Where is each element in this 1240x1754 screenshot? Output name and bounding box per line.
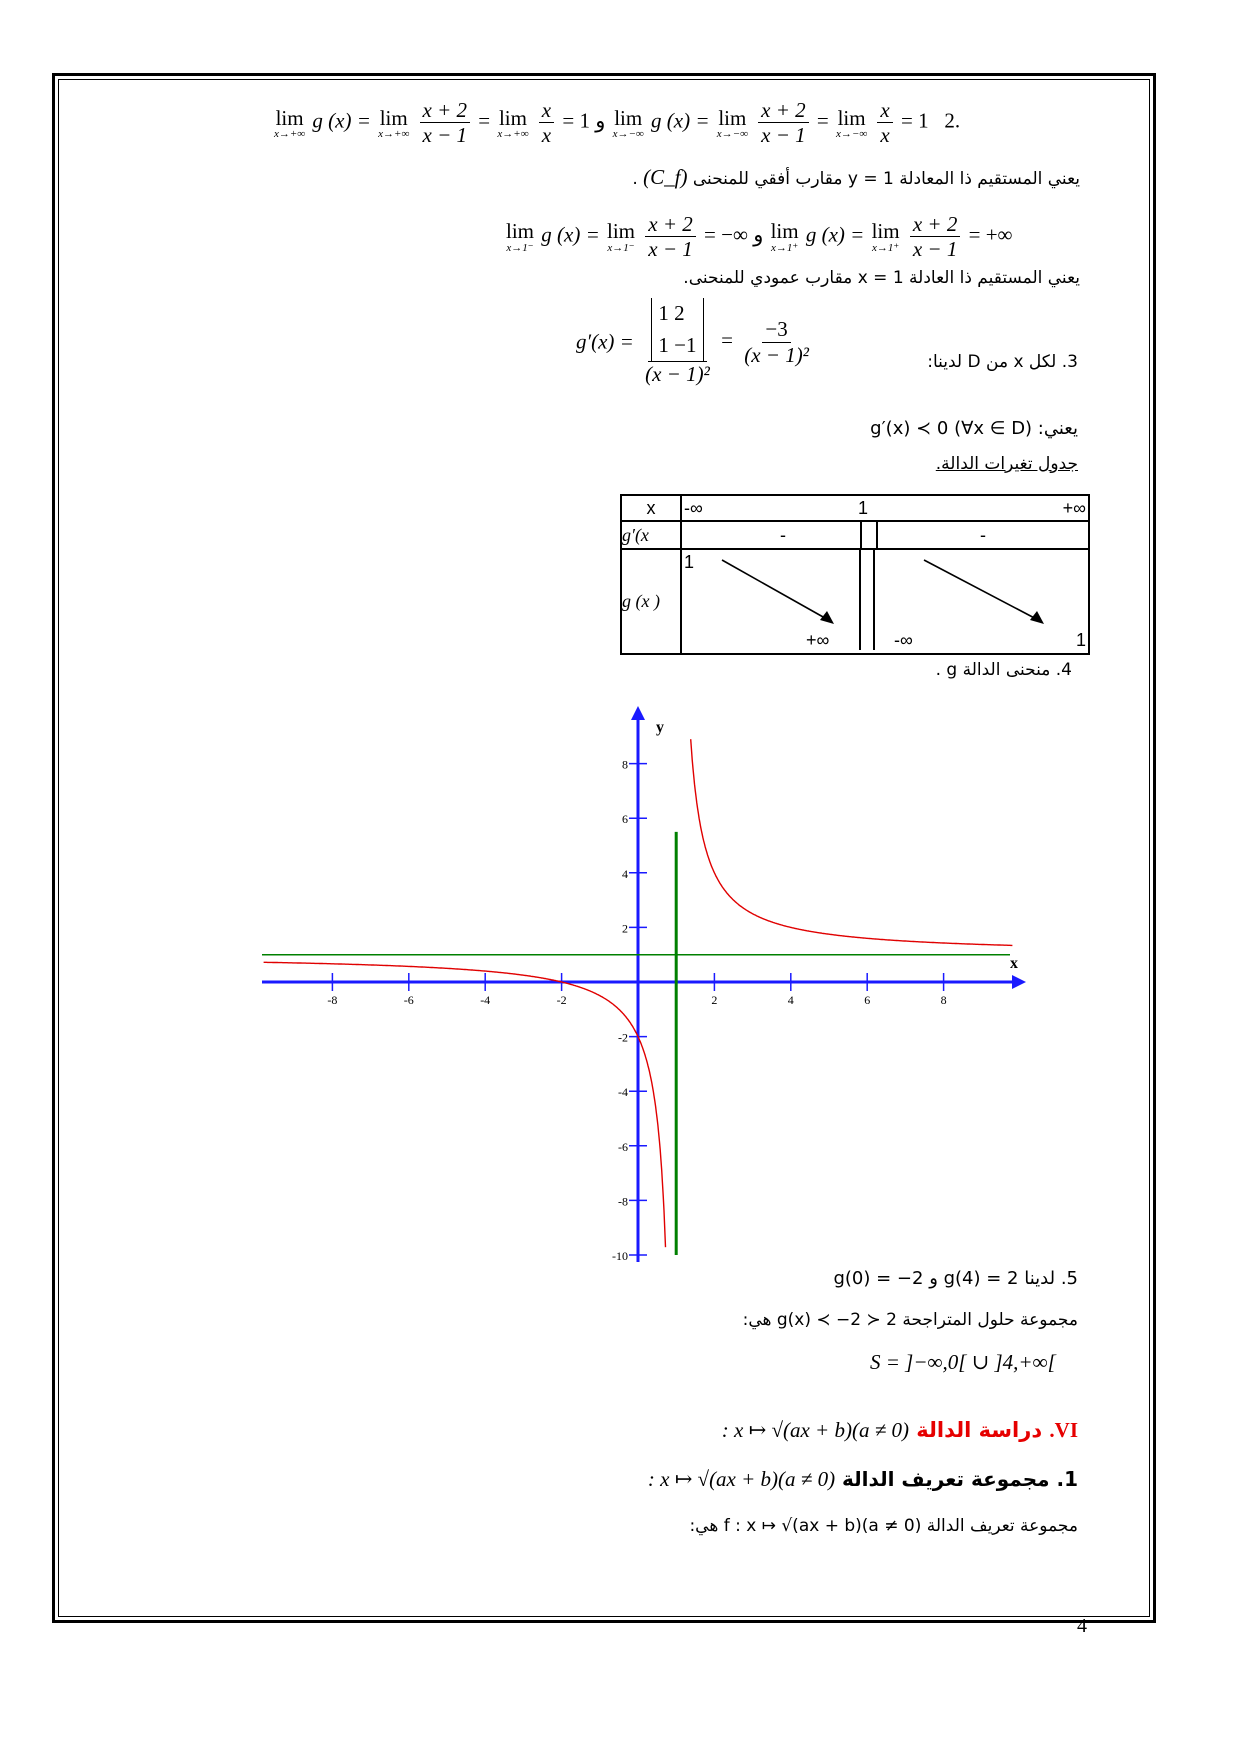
subsection-1-heading: 1. مجموعة تعريف الدالة (a ≠ 0)x ↦ √(ax + b) :: [647, 1467, 1078, 1491]
domain-line: مجموعة تعريف الدالة (a ≠ 0)f : x ↦ √(ax + b) هي:: [689, 1516, 1078, 1536]
y-tick-label: 6: [622, 812, 628, 827]
y-tick-label: -4: [618, 1085, 628, 1100]
solution-set: S = ]−∞,0[ ∪ ]4,+∞[: [870, 1350, 1056, 1374]
x-tick-label: 6: [864, 993, 871, 1007]
derivative-intro: 3. لكل x من D لدينا:: [927, 352, 1078, 372]
table-g-label: g (x ): [621, 549, 681, 654]
table-g-variations: 1 +∞ -∞ 1: [681, 549, 1089, 654]
table-x-values: -∞ 1 +∞: [681, 495, 1089, 521]
y-tick-label: 4: [622, 866, 628, 881]
curve-left-branch: [264, 962, 666, 1247]
inequality-line: مجموعة حلول المتراجحة 2 ≺ g(x) ≺ −2 هي:: [742, 1310, 1078, 1330]
table-x-label: x: [621, 495, 681, 521]
vertical-asymptote-text: يعني المستقيم ذا العادلة 1 = x مقارب عمودي للمنحنى.: [683, 268, 1080, 288]
y-axis-label: y: [656, 719, 664, 736]
x-tick-label: 8: [940, 993, 947, 1007]
limits-at-one-line: lim x→1⁻ g (x) = lim x→1⁻ $\frac{x + 2}{x - 1}$ = −∞ و lim x→1⁺ g (x) = lim x→1⁺ $\frac{x + 2}{x - 1}$ = +∞: [506, 212, 1013, 262]
derivative-formula: g′(x) = 1 2 1 −1 (x − 1)² = $\frac{-3}{\text{(x − 1)²}}$: [576, 298, 815, 386]
x-tick-label: 2: [711, 993, 718, 1007]
x-tick-label: -6: [403, 993, 414, 1007]
x-tick-label: -8: [327, 993, 338, 1007]
y-tick-label: -10: [612, 1249, 628, 1263]
y-tick-label: 8: [622, 757, 628, 772]
y-tick-label: -6: [618, 1139, 628, 1154]
horizontal-asymptote-text: يعني المستقيم ذا المعادلة 1 = y مقارب أفقي للمنحنى (C_f) .: [632, 165, 1080, 189]
y-tick-label: -2: [618, 1030, 628, 1045]
values-line: 5. لدينا g(4) = 2 و g(0) = −2: [833, 1268, 1078, 1289]
y-tick-label: 2: [622, 921, 628, 936]
y-tick-label: -8: [618, 1194, 628, 1209]
x-tick-label: 4: [787, 993, 794, 1007]
section-vi-heading: VI. دراسة الدالة (a ≠ 0)x ↦ √(ax + b) :: [721, 1418, 1078, 1442]
derivative-conclusion: يعني: g′(x) ≺ 0 (∀x ∈ D): [870, 418, 1078, 439]
table-derivative-label: g′(x: [621, 521, 681, 549]
limits-infinity-line: lim x→+∞ g (x) = lim x→+∞ $\frac{x + 2}{x - 1}$ = lim x→+∞ $\frac{x}{x}$ = 1 و lim x→−∞ g (x) = lim x→−∞ $\frac{x + 2}{x - 1}$ = lim x→−∞ $\frac{x}{x}$ = 1 2.: [274, 98, 961, 148]
x-tick-label: -2: [556, 993, 567, 1007]
page-number: 4: [1077, 1615, 1087, 1637]
curve-caption: 4. منحنى الدالة g .: [935, 660, 1072, 680]
y-axis-arrow: [631, 706, 645, 720]
curve-right-branch: [691, 739, 1013, 945]
variation-table-title: جدول تغيرات الدالة.: [935, 454, 1078, 474]
x-axis-arrow: [1012, 975, 1026, 989]
x-tick-label: -4: [480, 993, 491, 1007]
x-axis-label: x: [1010, 955, 1018, 972]
table-derivative-signs: - -: [681, 521, 1089, 549]
